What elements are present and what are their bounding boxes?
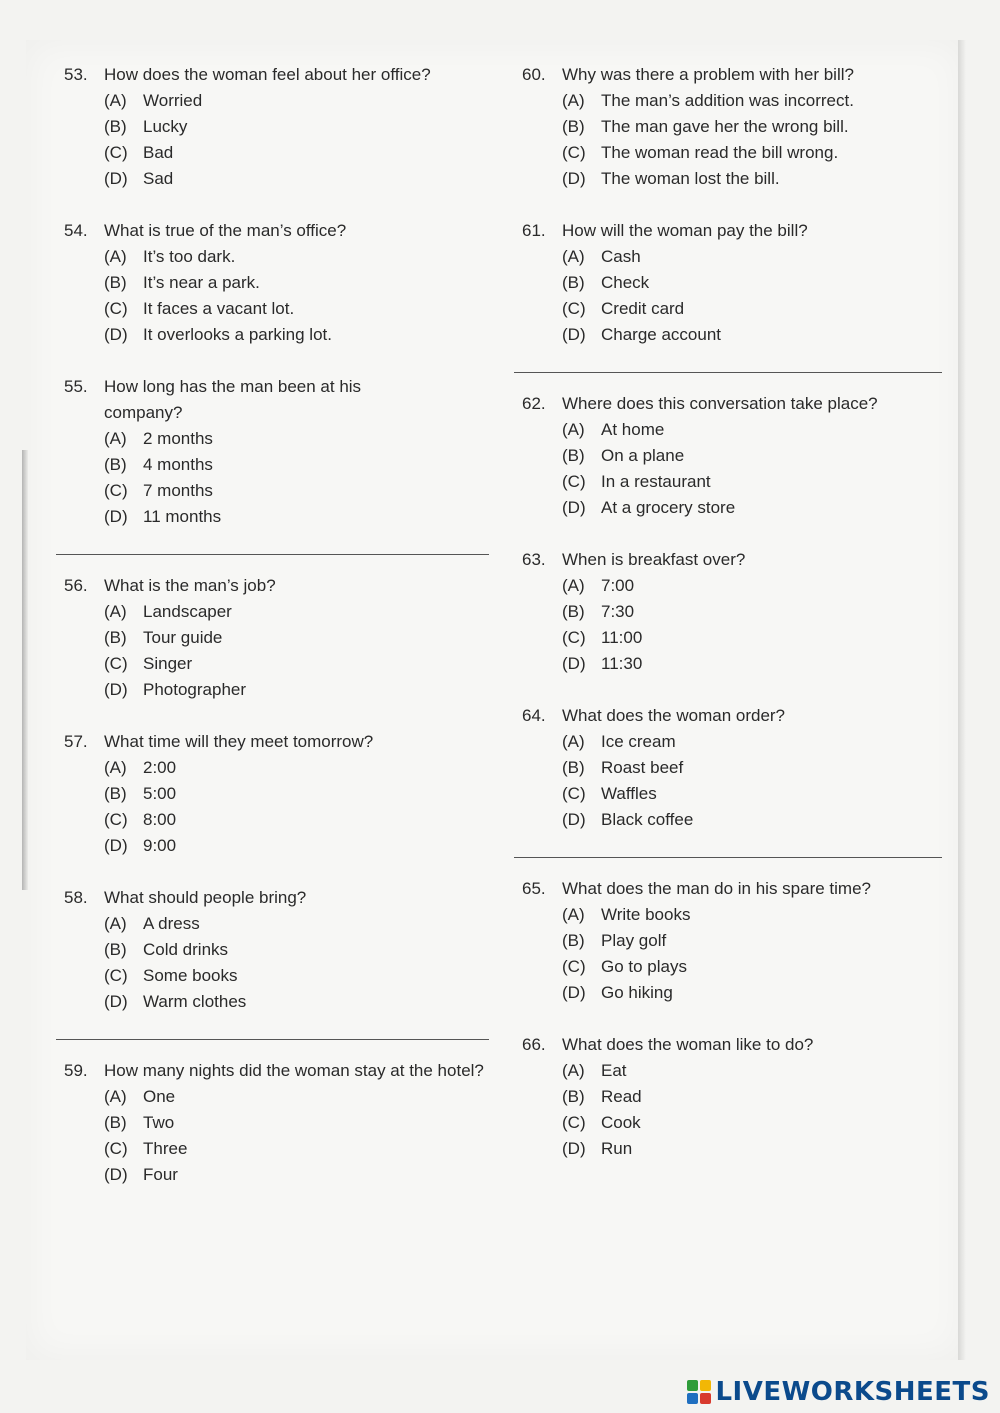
question-57 — [64, 729, 489, 859]
option-letter: (C) — [104, 1139, 128, 1158]
option-text: Eat — [601, 1061, 627, 1080]
option-letter: (D) — [104, 507, 128, 526]
question-number: 57. — [64, 732, 88, 751]
option-letter: (D) — [562, 983, 586, 1002]
option-text: At home — [601, 420, 665, 439]
option-letter: (A) — [562, 91, 585, 110]
answer-option[interactable] — [562, 469, 942, 495]
option-text: Write books — [601, 905, 691, 924]
answer-option[interactable] — [562, 954, 942, 980]
answer-option[interactable] — [562, 443, 942, 469]
option-text: Run — [601, 1139, 633, 1158]
option-letter: (A) — [562, 732, 585, 751]
left-column — [64, 62, 489, 1188]
question-60 — [522, 62, 942, 192]
question-text: When is breakfast over? — [562, 550, 746, 569]
option-letter: (A) — [562, 1061, 585, 1080]
option-text: Read — [601, 1087, 642, 1106]
option-letter: (C) — [104, 143, 128, 162]
question-text: Where does this conversation take place? — [562, 394, 878, 413]
question-58 — [64, 885, 489, 1015]
answer-option[interactable] — [562, 599, 942, 625]
option-letter: (C) — [104, 299, 128, 318]
answer-option[interactable] — [104, 504, 489, 530]
option-text: 2:00 — [143, 758, 177, 777]
answer-option[interactable] — [562, 270, 942, 296]
option-text: Cook — [601, 1113, 641, 1132]
question-text: How long has the man been at his company? — [104, 377, 362, 422]
answer-option[interactable] — [104, 270, 489, 296]
option-text: One — [143, 1087, 176, 1106]
option-letter: (B) — [562, 931, 585, 950]
option-text: At a grocery store — [601, 498, 736, 517]
answer-option[interactable] — [104, 1084, 489, 1110]
question-65 — [522, 876, 942, 1006]
answer-option[interactable] — [562, 625, 942, 651]
answer-option[interactable] — [104, 989, 489, 1015]
question-number: 61. — [522, 221, 546, 240]
option-letter: (C) — [562, 143, 586, 162]
option-letter: (A) — [562, 420, 585, 439]
option-letter: (A) — [562, 905, 585, 924]
option-letter: (B) — [104, 628, 127, 647]
answer-option[interactable] — [562, 651, 942, 677]
answer-option[interactable] — [104, 140, 489, 166]
option-text: Some books — [143, 966, 238, 985]
question-56 — [64, 573, 489, 703]
answer-option[interactable] — [562, 296, 942, 322]
answer-option[interactable] — [104, 833, 489, 859]
option-letter: (B) — [104, 784, 127, 803]
answer-option[interactable] — [562, 573, 942, 599]
answer-option[interactable] — [104, 1162, 489, 1188]
option-text: It’s near a park. — [143, 273, 260, 292]
option-letter: (D) — [104, 992, 128, 1011]
answer-option[interactable] — [104, 599, 489, 625]
answer-option[interactable] — [562, 495, 942, 521]
answer-option[interactable] — [562, 244, 942, 270]
question-text: How does the woman feel about her office? — [104, 65, 431, 84]
answer-option[interactable] — [104, 166, 489, 192]
answer-option[interactable] — [104, 114, 489, 140]
option-text: A dress — [143, 914, 200, 933]
option-text: Waffles — [601, 784, 657, 803]
option-letter: (C) — [562, 957, 586, 976]
answer-option[interactable] — [562, 1136, 942, 1162]
option-text: 11:00 — [601, 628, 643, 647]
option-text: 2 months — [143, 429, 213, 448]
option-text: 7:30 — [601, 602, 635, 621]
answer-option[interactable] — [104, 1136, 489, 1162]
answer-option[interactable] — [562, 166, 942, 192]
answer-option[interactable] — [104, 88, 489, 114]
option-letter: (A) — [104, 914, 127, 933]
option-text: 11 months — [143, 507, 222, 526]
answer-option[interactable] — [562, 114, 942, 140]
option-letter: (D) — [104, 680, 128, 699]
answer-option[interactable] — [562, 807, 942, 833]
question-text: What does the man do in his spare time? — [562, 879, 871, 898]
option-text: The woman read the bill wrong. — [601, 143, 839, 162]
answer-option[interactable] — [104, 963, 489, 989]
answer-option[interactable] — [562, 902, 942, 928]
option-text: Singer — [143, 654, 193, 673]
option-text: It faces a vacant lot. — [143, 299, 295, 318]
question-61 — [522, 218, 942, 348]
option-letter: (C) — [562, 784, 586, 803]
answer-option[interactable] — [562, 1058, 942, 1084]
option-text: Black coffee — [601, 810, 694, 829]
option-letter: (B) — [562, 117, 585, 136]
question-55 — [64, 374, 489, 530]
option-text: 7 months — [143, 481, 213, 500]
option-text: Cash — [601, 247, 641, 266]
option-text: Four — [143, 1165, 178, 1184]
answer-option[interactable] — [562, 729, 942, 755]
question-number: 58. — [64, 888, 88, 907]
option-letter: (A) — [562, 576, 585, 595]
option-text: It’s too dark. — [143, 247, 236, 266]
option-text: In a restaurant — [601, 472, 711, 491]
option-text: Worried — [143, 91, 203, 110]
page-edge — [958, 40, 966, 1360]
answer-option[interactable] — [562, 322, 942, 348]
option-text: Warm clothes — [143, 992, 247, 1011]
answer-option[interactable] — [562, 417, 942, 443]
option-text: On a plane — [601, 446, 685, 465]
answer-option[interactable] — [562, 140, 942, 166]
option-text: 11:30 — [601, 654, 643, 673]
option-letter: (C) — [562, 628, 586, 647]
option-letter: (B) — [104, 940, 127, 959]
option-letter: (A) — [104, 758, 127, 777]
answer-option[interactable] — [104, 296, 489, 322]
answer-option[interactable] — [562, 980, 942, 1006]
option-text: 5:00 — [143, 784, 177, 803]
option-letter: (D) — [562, 1139, 586, 1158]
option-letter: (C) — [104, 481, 128, 500]
option-letter: (B) — [562, 758, 585, 777]
answer-option[interactable] — [104, 625, 489, 651]
option-letter: (A) — [104, 1087, 127, 1106]
question-number: 54. — [64, 221, 88, 240]
question-number: 66. — [522, 1035, 546, 1054]
binding-shadow — [22, 450, 28, 890]
answer-option[interactable] — [562, 928, 942, 954]
section-divider — [514, 372, 942, 373]
option-letter: (B) — [104, 273, 127, 292]
option-letter: (A) — [104, 91, 127, 110]
option-text: Check — [601, 273, 650, 292]
option-letter: (A) — [104, 429, 127, 448]
option-text: 9:00 — [143, 836, 177, 855]
liveworksheets-logo — [687, 1377, 990, 1407]
question-number: 59. — [64, 1061, 88, 1080]
answer-option[interactable] — [104, 478, 489, 504]
option-letter: (C) — [562, 472, 586, 491]
option-text: Charge account — [601, 325, 722, 344]
option-letter: (A) — [104, 247, 127, 266]
answer-option[interactable] — [104, 937, 489, 963]
answer-option[interactable] — [104, 452, 489, 478]
question-text: What is true of the man’s office? — [104, 221, 347, 240]
question-64 — [522, 703, 942, 833]
answer-option[interactable] — [104, 807, 489, 833]
question-number: 63. — [522, 550, 546, 569]
option-letter: (B) — [562, 446, 585, 465]
option-text: Sad — [143, 169, 174, 188]
option-text: It overlooks a parking lot. — [143, 325, 332, 344]
answer-option[interactable] — [104, 244, 489, 270]
option-text: The woman lost the bill. — [601, 169, 780, 188]
option-text: Two — [143, 1113, 175, 1132]
section-divider — [56, 554, 489, 555]
answer-option[interactable] — [562, 755, 942, 781]
question-number: 62. — [522, 394, 546, 413]
option-letter: (C) — [562, 299, 586, 318]
question-text: What should people bring? — [104, 888, 307, 907]
option-letter: (A) — [104, 602, 127, 621]
question-text: How many nights did the woman stay at the hotel? — [104, 1061, 484, 1080]
question-number: 64. — [522, 706, 546, 725]
question-66 — [522, 1032, 942, 1162]
option-text: Landscaper — [143, 602, 232, 621]
question-number: 55. — [64, 377, 88, 396]
option-letter: (D) — [562, 169, 586, 188]
option-letter: (C) — [104, 966, 128, 985]
answer-option[interactable] — [104, 677, 489, 703]
option-text: Cold drinks — [143, 940, 229, 959]
answer-option[interactable] — [104, 322, 489, 348]
option-text: The man’s addition was incorrect. — [601, 91, 854, 110]
option-letter: (B) — [104, 455, 127, 474]
option-letter: (C) — [104, 654, 128, 673]
question-63 — [522, 547, 942, 677]
option-text: Go hiking — [601, 983, 673, 1002]
question-number: 56. — [64, 576, 88, 595]
brand-name: LIVEWORKSHEETS — [715, 1377, 990, 1407]
question-54 — [64, 218, 489, 348]
option-letter: (B) — [562, 1087, 585, 1106]
answer-option[interactable] — [562, 781, 942, 807]
option-letter: (D) — [104, 325, 128, 344]
option-text: Go to plays — [601, 957, 687, 976]
question-53 — [64, 62, 489, 192]
option-text: Three — [143, 1139, 188, 1158]
answer-option[interactable] — [104, 911, 489, 937]
answer-option[interactable] — [562, 88, 942, 114]
liveworksheets-icon — [687, 1380, 711, 1404]
answer-option[interactable] — [104, 781, 489, 807]
answer-option[interactable] — [104, 755, 489, 781]
option-letter: (D) — [104, 169, 128, 188]
option-letter: (D) — [104, 836, 128, 855]
option-letter: (B) — [104, 1113, 127, 1132]
option-text: Lucky — [143, 117, 188, 136]
right-column — [522, 62, 942, 1162]
option-text: Roast beef — [601, 758, 684, 777]
question-text: What does the woman like to do? — [562, 1035, 814, 1054]
option-letter: (D) — [562, 325, 586, 344]
option-letter: (D) — [562, 498, 586, 517]
option-text: 8:00 — [143, 810, 177, 829]
option-text: Bad — [143, 143, 174, 162]
option-letter: (D) — [562, 810, 586, 829]
option-letter: (D) — [562, 654, 586, 673]
option-letter: (B) — [562, 273, 585, 292]
question-number: 65. — [522, 879, 546, 898]
question-text: How will the woman pay the bill? — [562, 221, 808, 240]
option-letter: (C) — [562, 1113, 586, 1132]
option-text: Tour guide — [143, 628, 223, 647]
question-text: Why was there a problem with her bill? — [562, 65, 854, 84]
option-text: Photographer — [143, 680, 247, 699]
answer-option[interactable] — [562, 1084, 942, 1110]
option-letter: (D) — [104, 1165, 128, 1184]
option-text: Ice cream — [601, 732, 676, 751]
option-letter: (B) — [562, 602, 585, 621]
option-text: The man gave her the wrong bill. — [601, 117, 849, 136]
option-letter: (A) — [562, 247, 585, 266]
answer-option[interactable] — [562, 1110, 942, 1136]
question-59 — [64, 1058, 489, 1188]
option-text: 4 months — [143, 455, 213, 474]
section-divider — [514, 857, 942, 858]
section-divider — [56, 1039, 489, 1040]
answer-option[interactable] — [104, 1110, 489, 1136]
question-62 — [522, 391, 942, 521]
answer-option[interactable] — [104, 426, 489, 452]
option-text: Play golf — [601, 931, 667, 950]
question-text: What is the man’s job? — [104, 576, 276, 595]
question-text: What does the woman order? — [562, 706, 786, 725]
question-text: What time will they meet tomorrow? — [104, 732, 374, 751]
question-number: 53. — [64, 65, 88, 84]
option-letter: (C) — [104, 810, 128, 829]
option-letter: (B) — [104, 117, 127, 136]
option-text: Credit card — [601, 299, 685, 318]
question-number: 60. — [522, 65, 546, 84]
answer-option[interactable] — [104, 651, 489, 677]
option-text: 7:00 — [601, 576, 635, 595]
